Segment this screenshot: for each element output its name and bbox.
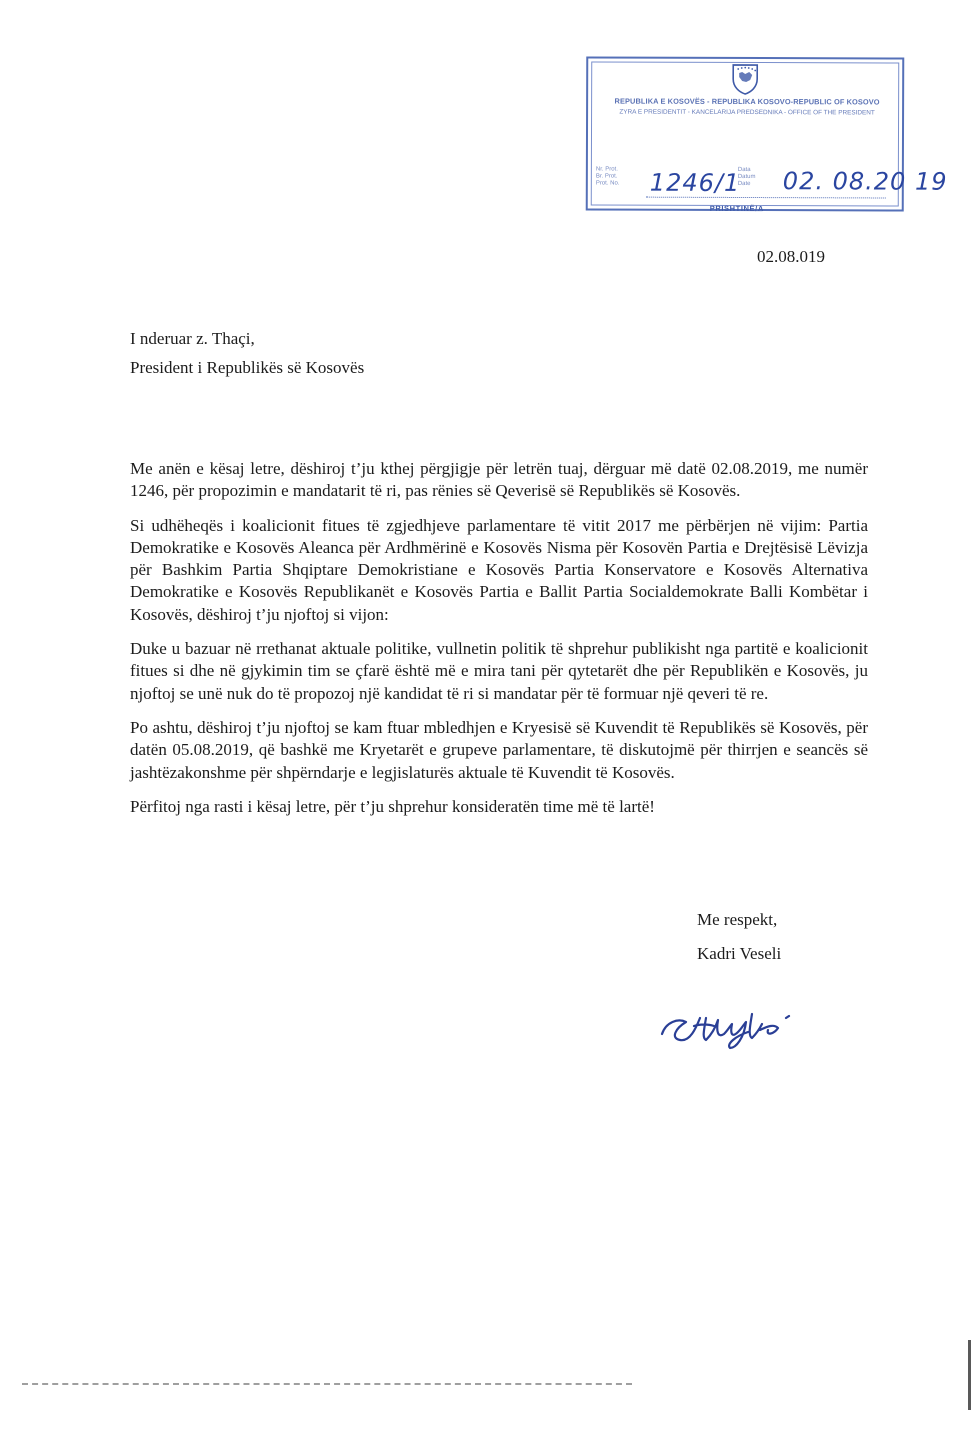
paragraph-decision: Duke u bazuar në rrethanat aktuale politike, vullnetin politik të shprehur publikisht nga partitë e koalicionit fitues si dhe në gjykimin tim se çfarë është më e mira tani për qytetarët dhe për Republikën e Kosovës, ju njoftoj se unë nuk do të propozoj një kandidat të ri si mandatar për të formuar një qeveri të re. [130, 639, 868, 703]
registration-stamp [586, 56, 948, 214]
scan-edge-mark [968, 1340, 971, 1410]
stamp-protocol-labels [596, 166, 620, 187]
scan-artifact-line [22, 1383, 632, 1385]
letter-body [130, 458, 868, 830]
recipient-title: President i Republikës së Kosovës [130, 358, 365, 377]
stamp-label: Prot. No. [595, 180, 620, 187]
closing: Me respekt, [697, 910, 778, 929]
paragraph-coalition: Si udhëheqës i koalicionit fitues të zgjedhjeve parlamentare të vitit 2017 me përbërjen në vijim: Partia Demokratike e Kosovës Aleanca për Ardhmërinë e Kosovës Nisma për Kosovën Partia e Drejtësisë Lëvizja për Bashkim Partia Shqiptare Demokristiane e Kosovës Partia Konservatore e Kosovës Alternativa Demokratike e Kosovës Republikanët e Kosovës Partia e Ballit Partia Socialdemokrate Balli Kombëtar i Kosovës, dëshiroj t’ju njoftoj si vijon: [130, 515, 868, 624]
stamp-label: Datum [737, 173, 756, 181]
stamp-office-line: ZYRA E PRESIDENTIT - KANCELARIJA PREDSEDNIKA - OFFICE OF THE PRESIDENT [619, 108, 875, 117]
letter-date: 02.08.019 [757, 247, 825, 266]
stamp-label: Date [737, 180, 751, 188]
stamp-institution-line: REPUBLIKA E KOSOVËS - REPUBLIKA KOSOVO-REPUBLIC OF KOSOVO [614, 96, 880, 107]
paragraph-meeting: Po ashtu, dëshiroj t’ju njoftoj se kam ftuar mbledhjen e Kryesisë së Kuvendit të Republikës së Kosovës, për datën 05.08.2019, që bashkë me Kryetarët e grupeve parlamentare, të diskutojmë për thirrjen e seancës së jashtëzakonshme për shpërndarje e legjislaturës aktuale të Kuvendit të Kosovës. [130, 717, 868, 782]
paragraph-regards: Përfitoj nga rasti i kësaj letre, për t’ju shprehur konsideratën time më të lartë! [130, 796, 655, 816]
kosovo-coat-of-arms-icon [731, 63, 759, 95]
stamp-date-labels [738, 167, 756, 188]
stamp-protocol-number: 1246/1 [649, 168, 741, 197]
handwritten-signature [656, 1004, 816, 1054]
stamp-date: 02. 08.20 19 [782, 167, 948, 196]
signer-name: Kadri Veseli [697, 944, 782, 963]
stamp-label: Data [737, 166, 751, 174]
salutation: I nderuar z. Thaçi, [130, 329, 255, 348]
stamp-label: Nr. Prot. [595, 166, 618, 173]
stamp-label: Br. Prot. [595, 173, 618, 180]
paragraph-reply: Me anën e kësaj letre, dëshiroj t’ju kthej përgjigje për letrën tuaj, dërguar më datë 02.08.2019, me numër 1246, për propozimin e mandatarit të ri, pas rënies së Qeverisë së Republikës së Kosovës. [130, 459, 868, 501]
stamp-city: PRISHTINË/A [709, 203, 764, 214]
